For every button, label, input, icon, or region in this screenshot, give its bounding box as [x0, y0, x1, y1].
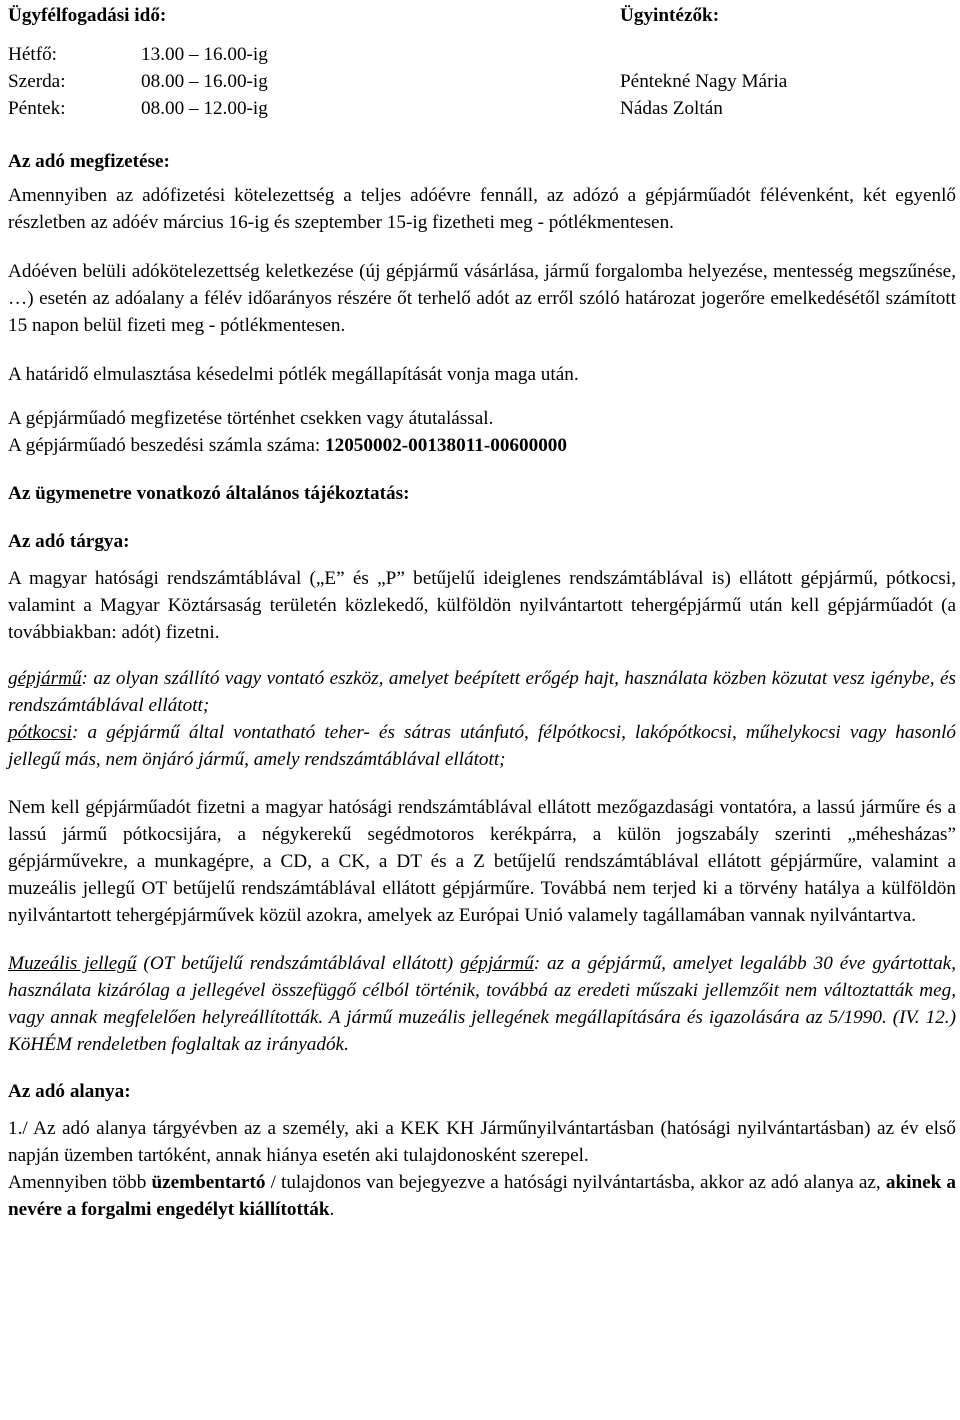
- document-page: [8, 0, 956, 1223]
- museum-definition: [8, 950, 956, 1058]
- clerks-title: Ügyintézők:: [620, 5, 720, 26]
- subject-paragraph: A magyar hatósági rendszámtáblával („E” és „P” betűjelű ideiglenes rendszámtáblával is) ellátott gépjármű, pótkocsi, valamint a Magyar Köztársaság területén közlekedő, külföldön nyilvántartott tehergépjármű után kell gépjárműadót (a továbbiakban: adót) fizetni.: [8, 568, 956, 643]
- definition-term: gépjármű: [460, 953, 534, 974]
- hours-time: 08.00 – 12.00-ig: [141, 98, 268, 119]
- hours-day: Hétfő:: [8, 44, 58, 65]
- office-hours: [8, 2, 608, 122]
- definition-text: (OT betűjelű rendszámtáblával ellátott): [136, 953, 461, 974]
- clerk-name: Nádas Zoltán: [620, 98, 723, 119]
- account-number: 12050002-00138011-00600000: [325, 435, 567, 456]
- hours-row-friday: [8, 95, 608, 122]
- hours-row-monday: [8, 41, 608, 68]
- deadline-note: A határidő elmulasztása késedelmi pótlék megállapítását vonja maga után.: [8, 364, 579, 385]
- definition-term: gépjármű: [8, 668, 82, 689]
- text-run-bold: akinek a nevére a forgalmi engedélyt kiállították: [8, 1172, 956, 1220]
- definition-text: : az a gépjármű, amelyet legalább 30 éve gyártottak, használata kizárólag a jellegével összefüggő célból történik, továbbá az eredeti műszaki jellemzőit nem változtatták meg, vagy annak megfelelően helyreállították. A jármű muzeális jellegének megállapítására és igazolására az 5/1990. (IV. 12.) KöHÉM rendeletben foglaltak az irányadók.: [8, 953, 956, 1055]
- definition-term: pótkocsi: [8, 722, 72, 743]
- definition-text: : az olyan szállító vagy vontató eszköz, amelyet beépített erőgép hajt, használata közben közutat vesz igénybe, és rendszámtáblával ellátott;: [8, 668, 956, 716]
- subject-person-paragraph: 1./ Az adó alanya tárgyévben az a személy, aki a KEK KH Járműnyilvántartásban (hatósági nyilvántartásban) az év első napján üzemben tartóként, annak hiánya esetén aki tulajdonosként szerepel.: [8, 1118, 956, 1166]
- hours-time: 13.00 – 16.00-ig: [141, 44, 268, 65]
- payment-heading: Az adó megfizetése:: [8, 151, 170, 172]
- exemption-paragraph: Nem kell gépjárműadót fizetni a magyar hatósági rendszámtáblával ellátott mezőgazdasági vontatóra, a lassú járműre és a lassú jármű pótkocsijára, a négykerekű segédmotoros kerékpárra, a külön jogszabály szerinti „méhesházas” gépjárművekre, a munkagépre, a CD, a CK, a DT és a Z betűjelű rendszámtáblával ellátott gépjárműre, valamint a muzeális jellegű OT betűjelű rendszámtáblával ellátott gépjárműre. Továbbá nem terjed ki a törvény hatálya a külföldön nyilvántartott tehergépjárművek közül azokra, amelyek az Európai Unió valamely tagállamában vannak nyilvántartva.: [8, 797, 956, 926]
- text-run: Amennyiben több: [8, 1172, 152, 1193]
- hours-row-wednesday: [8, 68, 608, 95]
- subject-heading: Az adó tárgya:: [8, 531, 130, 552]
- hours-day: Szerda:: [8, 71, 66, 92]
- text-run-bold: üzembentartó: [151, 1172, 266, 1193]
- account-label: A gépjárműadó beszedési számla száma:: [8, 435, 326, 456]
- subject-person-heading: Az adó alanya:: [8, 1081, 131, 1102]
- payment-method: A gépjárműadó megfizetése történhet csekken vagy átutalással.: [8, 408, 494, 429]
- clerks: [620, 2, 956, 122]
- definition-trailer: [8, 719, 956, 773]
- definition-term: Muzeális jellegű: [8, 953, 137, 974]
- definition-vehicle: [8, 665, 956, 719]
- payment-paragraph: Adóéven belüli adókötelezettség keletkezése (új gépjármű vásárlása, jármű forgalomba helyezése, mentesség megszűnése, …) esetén az adóalany a félév időarányos részére őt terhelő adót az erről szóló határozat jogerőre emelkedésétől számított 15 napon belül fizeti meg - pótlékmentesen.: [8, 261, 956, 336]
- header-block: [8, 0, 956, 132]
- definition-text: : a gépjármű által vontatható teher- és sátras utánfutó, félpótkocsi, lakópótkocsi, műhelykocsi vagy hasonló jellegű más, nem önjáró jármű, amely rendszámtáblával ellátott;: [8, 722, 956, 770]
- clerk-name: Péntekné Nagy Mária: [620, 71, 788, 92]
- general-heading: Az ügymenetre vonatkozó általános tájékoztatás:: [8, 483, 410, 504]
- subject-person-paragraph: [8, 1169, 956, 1223]
- text-run: .: [329, 1199, 335, 1220]
- office-hours-title: Ügyfélfogadási idő:: [8, 5, 167, 26]
- payment-paragraph: Amennyiben az adófizetési kötelezettség a teljes adóévre fennáll, az adózó a gépjárműadót félévenként, két egyenlő részletben az adóév március 16-ig és szeptember 15-ig fizetheti meg - pótlékmentesen.: [8, 185, 956, 233]
- account-line: [8, 432, 956, 459]
- text-run: / tulajdonos van bejegyezve a hatósági nyilvántartásba, akkor az adó alanya az,: [265, 1172, 886, 1193]
- clerks-spacer: [620, 41, 956, 68]
- hours-day: Péntek:: [8, 98, 66, 119]
- hours-time: 08.00 – 16.00-ig: [141, 71, 268, 92]
